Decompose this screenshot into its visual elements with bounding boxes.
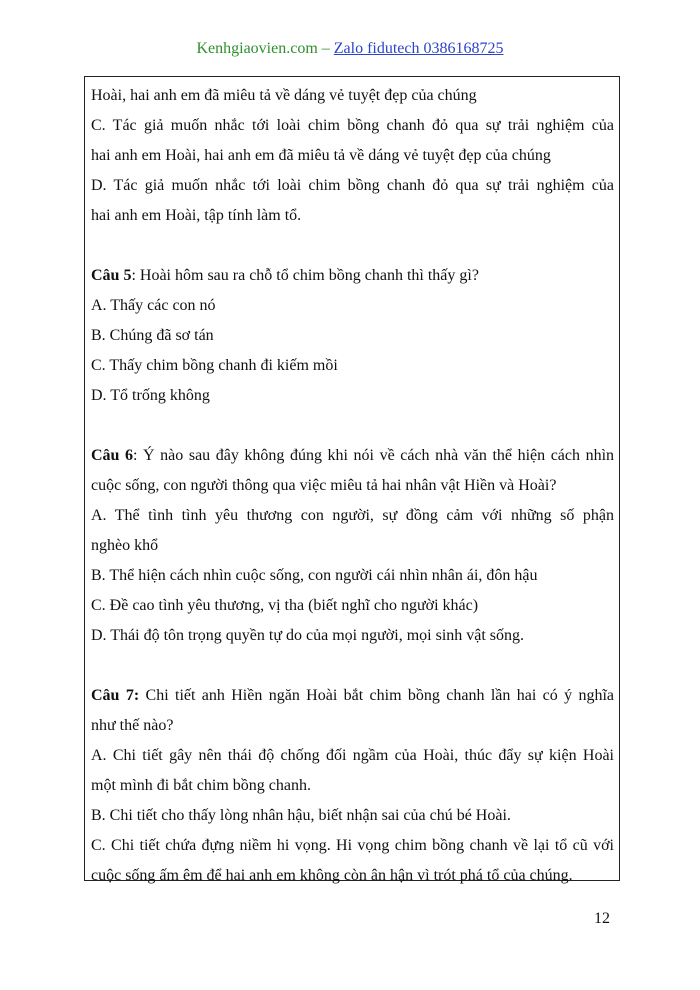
page-header — [0, 40, 700, 58]
page-number: 12 — [594, 910, 610, 927]
q6-option-c: C. Đề cao tình yêu thương, vị tha (biết nghĩ cho người khác) — [91, 597, 479, 614]
q5-option-b: B. Chúng đã sơ tán — [91, 327, 214, 344]
q7-option-b: B. Chi tiết cho thấy lòng nhân hậu, biết nhận sai của chú bé Hoài. — [91, 807, 511, 824]
q5-option-d: D. Tổ trống không — [91, 387, 210, 404]
question-5-label: Câu 5 — [91, 267, 132, 284]
header-separator: – — [317, 40, 334, 57]
question-7-line-2: như thế nào? — [91, 717, 174, 734]
spacer — [91, 651, 614, 681]
q5-option-c: C. Thấy chim bồng chanh đi kiếm mồi — [91, 357, 338, 374]
option-b-continuation: Hoài, hai anh em đã miêu tả về dáng vẻ tuyệt đẹp của chúng — [91, 87, 477, 104]
q7-option-a-line-2: một mình đi bắt chim bồng chanh. — [91, 777, 311, 794]
question-6-label: Câu 6 — [91, 447, 134, 464]
question-5-text: : Hoài hôm sau ra chỗ tổ chim bồng chanh thì thấy gì? — [131, 267, 479, 284]
q4-option-c-line-1: C. Tác giả muốn nhắc tới loài chim bồng chanh đỏ qua sự trải nghiệm của — [91, 117, 614, 134]
content-box — [84, 76, 620, 884]
spacer — [91, 411, 614, 441]
question-6-line-2: cuộc sống, con người thông qua việc miêu tả hai nhân vật Hiền và Hoài? — [91, 477, 557, 494]
question-6-text-1: : Ý nào sau đây không đúng khi nói về cách nhà văn thể hiện cách nhìn — [133, 447, 615, 464]
q4-option-d-line-2: hai anh em Hoài, tập tính làm tổ. — [91, 207, 302, 224]
q7-option-c-line-1: C. Chi tiết chứa đựng niềm hi vọng. Hi vọng chim bồng chanh về lại tổ cũ với — [91, 837, 614, 854]
q6-option-b: B. Thể hiện cách nhìn cuộc sống, con người cái nhìn nhân ái, đôn hậu — [91, 567, 538, 584]
site-link[interactable]: Kenhgiaovien.com — [196, 40, 318, 57]
question-7-line-1 — [91, 681, 614, 711]
q7-option-a-line-1: A. Chi tiết gây nên thái độ chống đối ngầm của Hoài, thúc đẩy sự kiện Hoài — [91, 747, 614, 764]
question-6-line-1 — [91, 441, 614, 471]
question-7-label: Câu 7: — [91, 687, 140, 704]
zalo-contact-link[interactable]: Zalo fidutech 0386168725 — [333, 40, 504, 57]
q6-option-a-line-2: nghèo khổ — [91, 537, 159, 554]
q6-option-a-line-1: A. Thể tình tình yêu thương con người, sự đồng cảm với những số phận — [91, 507, 614, 524]
question-7-text-1: Chi tiết anh Hiền ngăn Hoài bắt chim bồng chanh lần hai có ý nghĩa — [139, 687, 615, 704]
q5-option-a: A. Thấy các con nó — [91, 297, 216, 314]
q6-option-d: D. Thái độ tôn trọng quyền tự do của mọi người, mọi sinh vật sống. — [91, 627, 525, 644]
question-5 — [91, 261, 614, 291]
q7-option-c-line-2: cuộc sống ấm êm để hai anh em không còn ân hận vì trót phá tổ của chúng. — [91, 867, 573, 884]
spacer — [91, 231, 614, 261]
q4-option-c-line-2: hai anh em Hoài, hai anh em đã miêu tả về dáng vẻ tuyệt đẹp của chúng — [91, 147, 551, 164]
q4-option-d-line-1: D. Tác giả muốn nhắc tới loài chim bồng chanh đỏ qua sự trải nghiệm của — [91, 177, 614, 194]
